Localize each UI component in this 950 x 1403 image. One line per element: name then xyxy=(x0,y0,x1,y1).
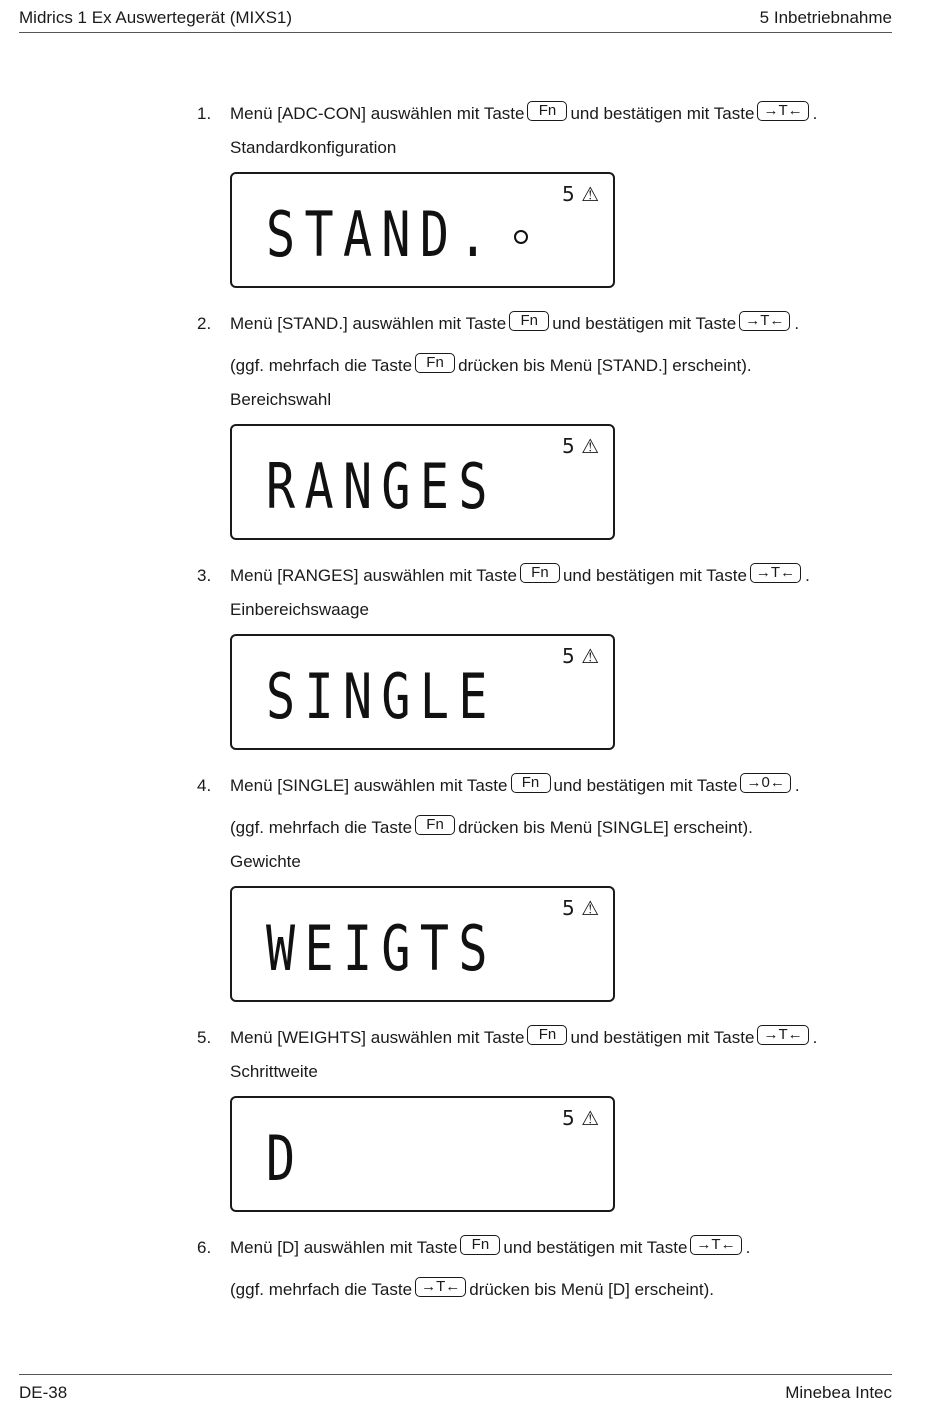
lcd-text: STAND. xyxy=(266,198,497,271)
fn-key-icon: Fn xyxy=(509,311,549,331)
tare-key-icon: →T← xyxy=(750,563,801,583)
fn-key-icon: Fn xyxy=(520,563,560,583)
fn-key-icon: Fn xyxy=(511,773,551,793)
lcd-display xyxy=(230,634,615,750)
tare-key-icon: →T← xyxy=(690,1235,741,1255)
display-caption: Standardkonfiguration xyxy=(230,138,397,157)
warning-indicator-icon: 5 ⚠ xyxy=(561,644,599,668)
display-caption: Einbereichswaage xyxy=(230,600,369,619)
company-name: Minebea Intec xyxy=(785,1383,892,1402)
step-number: 3. xyxy=(197,566,212,585)
tare-key-icon: →T← xyxy=(757,1025,808,1045)
tare-key-icon: →T← xyxy=(757,101,808,121)
warning-indicator-icon: 5 ⚠ xyxy=(561,434,599,458)
fn-key-icon: Fn xyxy=(415,353,455,373)
fn-key-icon: Fn xyxy=(415,815,455,835)
step-note: (ggf. mehrfach die Taste Fn drücken bis Menü [STAND.] erscheint). xyxy=(230,354,752,375)
status-circle-icon xyxy=(514,230,528,244)
warning-indicator-icon: 5 ⚠ xyxy=(561,1106,599,1130)
step-instruction: Menü [ADC-CON] auswählen mit Taste Fn und bestätigen mit Taste →T← . xyxy=(230,102,818,123)
display-caption: Schrittweite xyxy=(230,1062,318,1081)
page-number: DE-38 xyxy=(19,1383,68,1402)
step-number: 4. xyxy=(197,776,212,795)
lcd-display xyxy=(230,172,615,288)
step-instruction: Menü [WEIGHTS] auswählen mit Taste Fn und bestätigen mit Taste →T← . xyxy=(230,1026,818,1047)
page-footer xyxy=(19,1374,892,1403)
page-header xyxy=(19,6,892,33)
fn-key-icon: Fn xyxy=(527,1025,567,1045)
display-caption: Bereichswahl xyxy=(230,390,332,409)
step-instruction: Menü [SINGLE] auswählen mit Taste Fn und bestätigen mit Taste →0← . xyxy=(230,774,800,795)
lcd-text: WEIGTS xyxy=(266,912,497,985)
chapter-title: 5 Inbetriebnahme xyxy=(759,8,892,27)
lcd-display xyxy=(230,1096,615,1212)
display-caption: Gewichte xyxy=(230,852,301,871)
lcd-text: D xyxy=(266,1122,305,1195)
step-instruction: Menü [STAND.] auswählen mit Taste Fn und bestätigen mit Taste →T← . xyxy=(230,312,800,333)
zero-key-icon: →0← xyxy=(740,773,790,793)
step-instruction: Menü [D] auswählen mit Taste Fn und bestätigen mit Taste →T← . xyxy=(230,1236,751,1257)
warning-indicator-icon: 5 ⚠ xyxy=(561,896,599,920)
step-number: 5. xyxy=(197,1028,212,1047)
lcd-text: SINGLE xyxy=(266,660,497,733)
step-number: 6. xyxy=(197,1238,212,1257)
warning-indicator-icon: 5 ⚠ xyxy=(561,182,599,206)
fn-key-icon: Fn xyxy=(527,101,567,121)
lcd-display xyxy=(230,424,615,540)
tare-key-icon: →T← xyxy=(415,1277,466,1297)
step-instruction: Menü [RANGES] auswählen mit Taste Fn und bestätigen mit Taste →T← . xyxy=(230,564,810,585)
tare-key-icon: →T← xyxy=(739,311,790,331)
step-number: 2. xyxy=(197,314,212,333)
document-title: Midrics 1 Ex Auswertegerät (MIXS1) xyxy=(19,8,293,27)
lcd-text: RANGES xyxy=(266,450,497,523)
step-number: 1. xyxy=(197,104,212,123)
fn-key-icon: Fn xyxy=(460,1235,500,1255)
lcd-display xyxy=(230,886,615,1002)
step-note: (ggf. mehrfach die Taste →T← drücken bis Menü [D] erscheint). xyxy=(230,1278,714,1299)
step-note: (ggf. mehrfach die Taste Fn drücken bis Menü [SINGLE] erscheint). xyxy=(230,816,753,837)
